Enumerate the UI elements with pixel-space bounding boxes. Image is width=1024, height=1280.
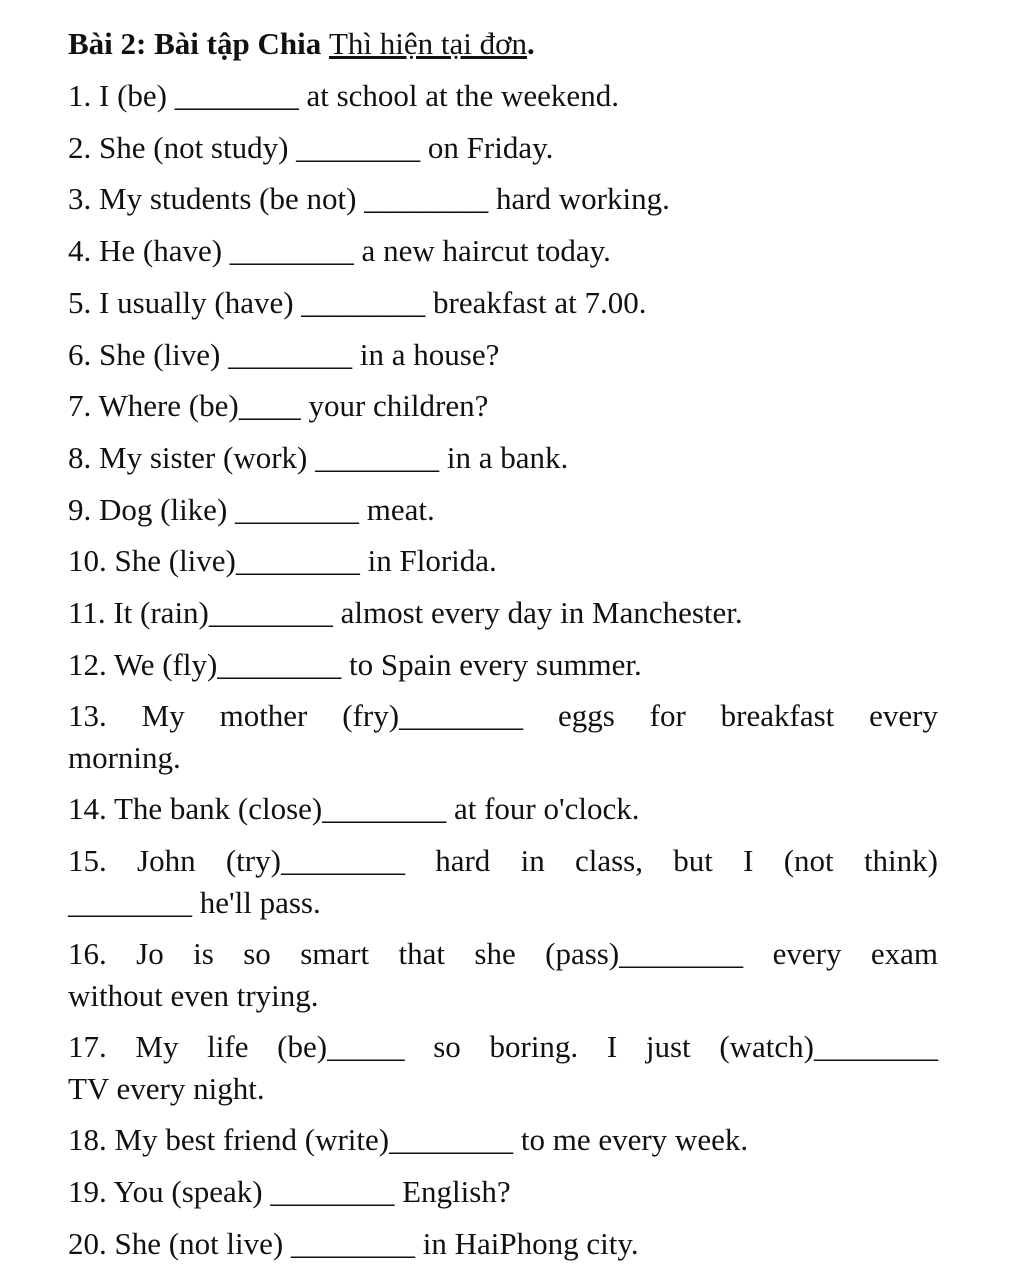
exercise-2: 2. She (not study) ________ on Friday. bbox=[68, 129, 554, 165]
exercise-19: 19. You (speak) ________ English? bbox=[68, 1173, 511, 1209]
exercise-13-continued: morning. bbox=[68, 740, 181, 776]
exercise-6: 6. She (live) ________ in a house? bbox=[68, 336, 500, 372]
exercise-15: 15. John (try)________ hard in class, but I (not think) bbox=[68, 843, 938, 879]
worksheet-title bbox=[68, 18, 938, 70]
exercise-9: 9. Dog (like) ________ meat. bbox=[68, 491, 435, 527]
exercise-12: 12. We (fly)________ to Spain every summer. bbox=[68, 646, 642, 682]
title-suffix: . bbox=[527, 26, 535, 61]
exercise-17: 17. My life (be)_____ so boring. I just (watch)________ bbox=[68, 1029, 938, 1065]
exercise-4: 4. He (have) ________ a new haircut today. bbox=[68, 233, 611, 269]
exercise-7: 7. Where (be)____ your children? bbox=[68, 388, 489, 424]
worksheet bbox=[68, 18, 938, 1269]
exercise-10: 10. She (live)________ in Florida. bbox=[68, 543, 497, 579]
exercise-14: 14. The bank (close)________ at four o'clock. bbox=[68, 791, 640, 827]
exercise-11: 11. It (rain)________ almost every day in Manchester. bbox=[68, 595, 743, 631]
exercise-15-continued: ________ he'll pass. bbox=[68, 885, 321, 921]
title-prefix: Bài 2: Bài tập Chia bbox=[68, 26, 329, 61]
exercise-5: 5. I usually (have) ________ breakfast at 7.00. bbox=[68, 284, 647, 320]
exercise-1: 1. I (be) ________ at school at the weekend. bbox=[68, 78, 619, 113]
exercise-16: 16. Jo is so smart that she (pass)________ every exam bbox=[68, 936, 938, 972]
exercise-17-continued: TV every night. bbox=[68, 1071, 265, 1107]
exercise-8: 8. My sister (work) ________ in a bank. bbox=[68, 439, 569, 475]
title-topic: Thì hiện tại đơn bbox=[328, 26, 528, 61]
exercise-13: 13. My mother (fry)________ eggs for breakfast every bbox=[68, 698, 938, 734]
exercise-20: 20. She (not live) ________ in HaiPhong city. bbox=[68, 1225, 639, 1261]
exercise-3: 3. My students (be not) ________ hard working. bbox=[68, 181, 670, 217]
exercise-18: 18. My best friend (write)________ to me every week. bbox=[68, 1122, 749, 1158]
exercise-16-continued: without even trying. bbox=[68, 978, 319, 1014]
